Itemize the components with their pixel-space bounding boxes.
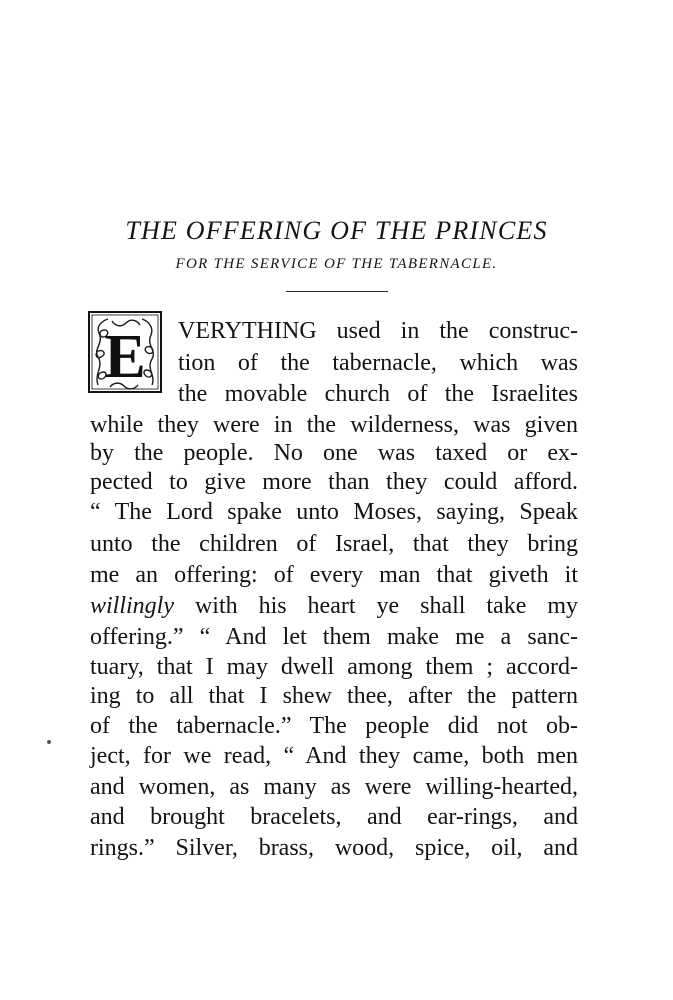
text-line: rings.” Silver, brass, wood, spice, oil, and (90, 835, 578, 861)
text-line: and brought bracelets, and ear-rings, and (90, 804, 578, 830)
text-line: ject, for we read, “ And they came, both men (90, 743, 578, 769)
text-span: with his heart ye shall take my (174, 593, 578, 619)
emphasis-word: willingly (90, 593, 174, 619)
text-line (90, 591, 578, 621)
chapter-subtitle: FOR THE SERVICE OF THE TABERNACLE. (175, 256, 498, 272)
text-line: offering.” “ And let them make me a sanc- (90, 624, 578, 650)
ornamental-dropcap (88, 311, 162, 393)
text-line: “ The Lord spake unto Moses, saying, Speak (90, 499, 578, 525)
dropcap-letter: E (104, 323, 146, 391)
chapter-title: THE OFFERING OF THE PRINCES (125, 216, 548, 245)
text-line: pected to give more than they could afford. (90, 469, 578, 495)
text-line: the movable church of the Israelites (178, 381, 578, 407)
text-line: me an offering: of every man that giveth it (90, 562, 578, 588)
text-line: tion of the tabernacle, which was (178, 350, 578, 376)
print-speck (47, 740, 51, 744)
text-line: of the tabernacle.” The people did not ob- (90, 713, 578, 739)
text-line: ing to all that I shew thee, after the pattern (90, 683, 578, 709)
text-line: and women, as many as were willing-hearted, (90, 774, 578, 800)
text-line: VERYTHING used in the construc- (178, 318, 578, 344)
text-line: tuary, that I may dwell among them ; accord- (90, 654, 578, 680)
title-rule (286, 291, 388, 292)
text-line: while they were in the wilderness, was given (90, 412, 578, 438)
text-line: by the people. No one was taxed or ex- (90, 440, 578, 466)
text-line: unto the children of Israel, that they bring (90, 531, 578, 557)
